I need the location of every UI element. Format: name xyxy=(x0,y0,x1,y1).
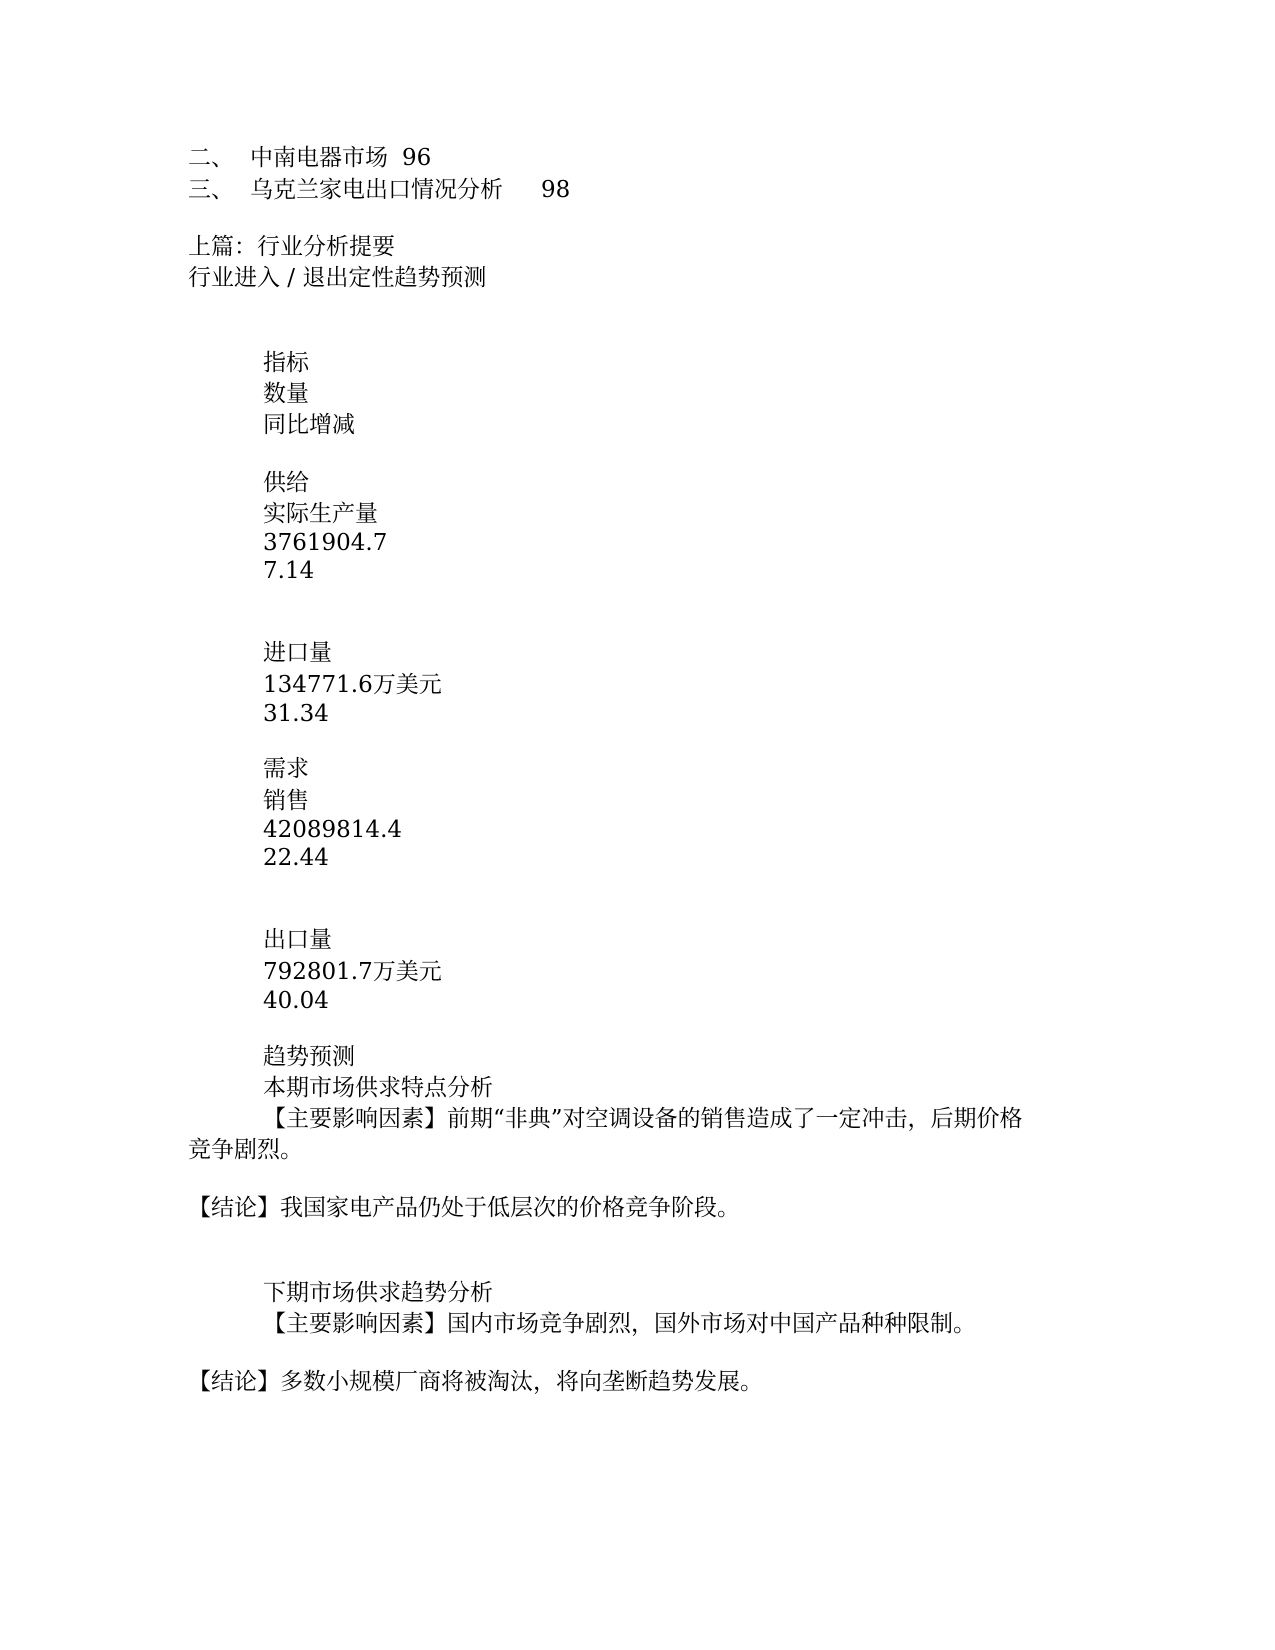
table-header-yoy-change: 同比增减 xyxy=(263,412,355,438)
table-cell-change: 22.44 xyxy=(263,845,329,871)
toc-entry xyxy=(188,175,570,205)
table-cell-change: 40.04 xyxy=(263,988,329,1014)
part-title: 上篇：行业分析提要 xyxy=(188,234,395,260)
toc-page-number: 96 xyxy=(402,145,432,171)
table-cell-value: 134771.6万美元 xyxy=(263,672,442,698)
table-header-quantity: 数量 xyxy=(263,381,309,407)
current-factors: 【主要影响因素】前期“非典”对空调设备的销售造成了一定冲击，后期价格 xyxy=(263,1106,1023,1132)
table-cell-change: 7.14 xyxy=(263,558,315,584)
toc-number: 三、 xyxy=(188,177,234,203)
toc-page-number: 98 xyxy=(541,177,571,203)
next-factors: 【主要影响因素】国内市场竞争剧烈，国外市场对中国产品种种限制。 xyxy=(263,1311,976,1337)
table-cell-value: 3761904.7 xyxy=(263,530,388,556)
table-cell-label: 销售 xyxy=(263,788,309,814)
trend-label: 趋势预测 xyxy=(263,1044,355,1070)
table-cell-label: 实际生产量 xyxy=(263,501,378,527)
next-conclusion: 【结论】多数小规模厂商将被淘汰，将向垄断趋势发展。 xyxy=(188,1369,763,1395)
table-cell-value: 42089814.4 xyxy=(263,817,403,843)
section-title: 行业进入 / 退出定性趋势预测 xyxy=(188,265,487,291)
toc-title: 中南电器市场 xyxy=(250,145,388,171)
table-header-indicator: 指标 xyxy=(263,350,309,376)
toc-title: 乌克兰家电出口情况分析 xyxy=(250,177,503,203)
table-cell-value: 792801.7万美元 xyxy=(263,959,442,985)
table-cell-label: 出口量 xyxy=(263,927,332,953)
demand-label: 需求 xyxy=(263,756,309,782)
table-cell-label: 进口量 xyxy=(263,640,332,666)
toc-entry xyxy=(188,143,431,173)
current-analysis-title: 本期市场供求特点分析 xyxy=(263,1075,493,1101)
current-factors-continued: 竞争剧烈。 xyxy=(188,1137,303,1163)
current-conclusion: 【结论】我国家电产品仍处于低层次的价格竞争阶段。 xyxy=(188,1195,740,1221)
next-analysis-title: 下期市场供求趋势分析 xyxy=(263,1280,493,1306)
table-cell-change: 31.34 xyxy=(263,701,329,727)
toc-number: 二、 xyxy=(188,145,234,171)
supply-label: 供给 xyxy=(263,470,309,496)
